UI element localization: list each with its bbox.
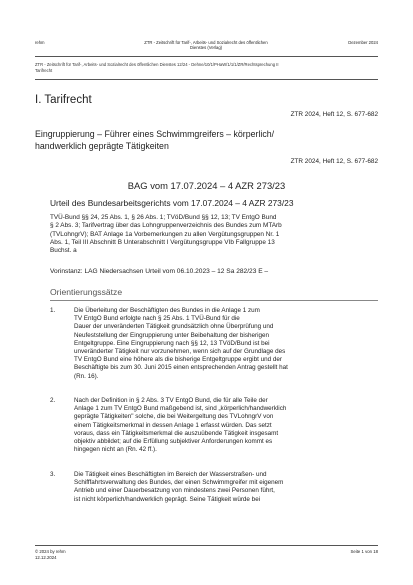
guideline-line: Anlage 1 zum TV EntgO Bund maßgebend ist, sind „körperlich/handwerklich <box>74 405 287 413</box>
copyright-text: © 2024 by rehm <box>35 549 66 554</box>
guideline-text <box>74 307 380 381</box>
guideline-line: TV EntgO Bund erfolgte nach § 25 Abs. 1 TVÜ-Bund für die <box>74 315 240 323</box>
guideline-line: einem Tätigkeitsmerkmal in dessen Anlage 1 erfasst würden. Das setzt <box>74 421 272 429</box>
guideline-number: 3. <box>50 471 56 478</box>
norm-line: (TVLohngrV); BAT Anlage 1a Vorbemerkungen zu allen Vergütungsgruppen Nr. 1 <box>50 230 280 238</box>
decision-heading: BAG vom 17.07.2024 – 4 AZR 273/23 <box>127 180 286 191</box>
guideline-line: Die Überleitung der Beschäftigten des Bundes in die Anlage 1 zum <box>74 307 260 314</box>
footer-divider <box>35 545 378 546</box>
print-date: 12.12.2024 <box>35 554 57 560</box>
guideline-line: Dauer der unveränderten Tätigkeit grundsätzlich ohne Überprüfung und <box>74 323 274 331</box>
footer-left <box>35 549 66 560</box>
citation-reference-2: ZTR 2024, Heft 12, S. 677-682 <box>290 158 378 165</box>
page-number: Seite 1 von 18 <box>350 549 378 554</box>
guideline-line: hingegen nicht an (Rn. 42 ff.). <box>74 446 157 454</box>
guideline-line: Neufeststellung der Eingruppierung unter Beibehaltung der bisherigen <box>74 331 269 339</box>
guidelines-divider <box>50 300 378 301</box>
legal-norms <box>50 214 380 255</box>
guideline-text <box>74 397 380 454</box>
journal-title-line-2: Dienstes (Verlag) <box>189 45 223 51</box>
guideline-line: objektiv abbildet; auf die Erfüllung subjektiver Anforderungen kommt es <box>74 438 273 446</box>
guideline-item <box>50 397 380 454</box>
document-note <box>35 62 378 73</box>
guideline-line: (Rn. 16). <box>74 372 99 380</box>
journal-title-line-1: ZTR - Zeitschrift für Tarif-, Arbeits- und Sozialrecht des öffentlichen <box>144 40 268 45</box>
norm-line: Abs. 1, Teil III Abschnitt B Unterabschnitt I Vergütungsgruppe VIb Fallgruppe 13 <box>50 238 275 246</box>
guidelines-heading: Orientierungssätze <box>50 287 123 297</box>
norm-line: Buchst. a <box>50 247 77 255</box>
article-title-line-2: handwerklich geprägte Tätigkeiten <box>35 141 169 151</box>
guideline-line: TV EntgO Bund eine höhere als die bisherige Entgeltgruppe ergibt und der <box>74 356 282 364</box>
norm-line: TVÜ-Bund §§ 24, 25 Abs. 1, § 26 Abs. 1; TVöD/Bund §§ 12, 13; TV EntgO Bund <box>50 214 277 221</box>
article-title <box>35 128 378 152</box>
guideline-number: 2. <box>50 397 56 404</box>
article-title-line-1: Eingruppierung – Führer eines Schwimmgreifers – körperlich/ <box>35 129 275 139</box>
citation-reference: ZTR 2024, Heft 12, S. 677-682 <box>290 111 378 118</box>
guideline-line: ist nicht körperlich/handwerklich geprägt. Seine Tätigkeit würde bei <box>74 495 261 503</box>
guideline-text <box>74 471 380 504</box>
document-note-line-1: ZTR - Zeitschrift für Tarif-, Arbeits- und Sozialrecht des öffentlichen Dienstes 12/24 - Dehne/10/1/PHaW/1/1/1/ZR/Rechtsprechung II <box>35 62 279 67</box>
guideline-line: Antrieb und einer Dauerbesatzung von mindestens zwei Personen führt, <box>74 487 275 495</box>
decision-subtitle: Urteil des Bundesarbeitsgerichts vom 17.07.2024 – 4 AZR 273/23 <box>50 198 294 208</box>
guideline-line: Schifffahrtsverwaltung des Bundes, der einen Schwimmgreifer mit eigenem <box>74 479 284 487</box>
previous-instance: Vorinstanz: LAG Niedersachsen Urteil vom 06.10.2023 – 12 Sa 282/23 E – <box>50 268 269 275</box>
note-divider <box>35 79 378 80</box>
guideline-line: unveränderter Tätigkeit nur vorzunehmen, wenn sich auf der Grundlage des <box>74 348 286 356</box>
issue-date: Dezember 2024 <box>348 40 378 45</box>
document-note-line-2: Tarifrecht <box>35 67 53 73</box>
header-divider <box>35 56 378 57</box>
guideline-line: Beschäftigte bis zum 30. Juni 2015 einen entsprechenden Antrag gestellt hat <box>74 364 288 372</box>
guideline-line: Nach der Definition in § 2 Abs. 3 TV EntgO Bund, die für alle Teile der <box>74 397 268 404</box>
guideline-line: Die Tätigkeit eines Beschäftigten im Bereich der Wasserstraßen- und <box>74 471 267 478</box>
journal-title <box>121 40 291 51</box>
guideline-line: geprägte Tätigkeiten" solche, die bei Weitergeltung des TVLohngrV von <box>74 413 274 421</box>
guideline-number: 1. <box>50 307 56 314</box>
guideline-line: voraus, dass ein Tätigkeitsmerkmal die auszuübende Tätigkeit insgesamt <box>74 429 279 437</box>
norm-line: § 2 Abs. 3; Tarifvertrag über das Lohngruppenverzeichnis des Bundes zum MTArb <box>50 222 282 230</box>
guideline-line: Entgeltgruppe. Eine Eingruppierung nach §§ 12, 13 TVöD/Bund ist bei <box>74 339 270 347</box>
guideline-item <box>50 307 380 381</box>
section-heading: I. Tarifrecht <box>35 94 92 106</box>
publisher-label: rehm <box>35 40 45 45</box>
guideline-item <box>50 471 380 504</box>
